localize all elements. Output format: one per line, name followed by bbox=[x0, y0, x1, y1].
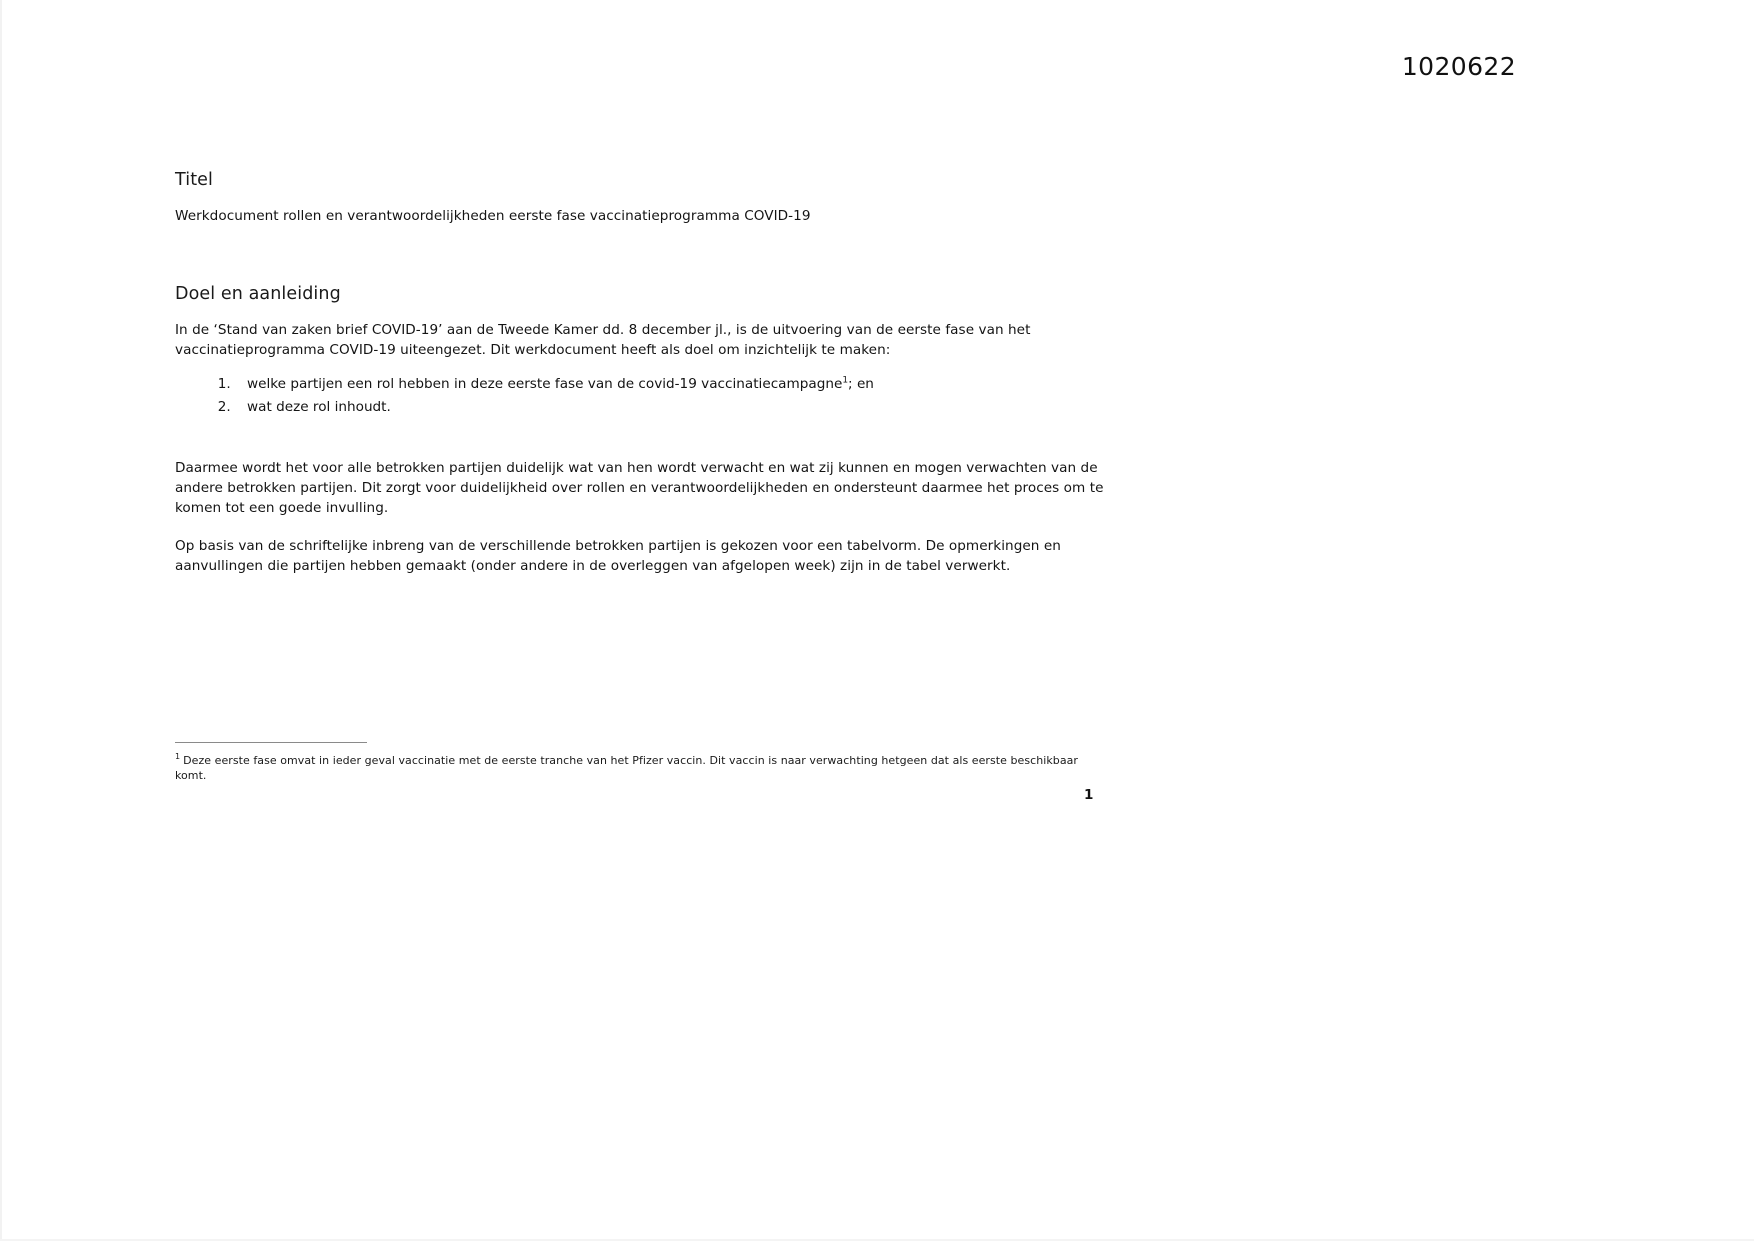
footnote-text: Deze eerste fase omvat in ieder geval vaccinatie met de eerste tranche van het Pfizer vaccin. Dit vaccin is naar verwachting hetgeen dat als eerste beschikbaar komt. bbox=[175, 754, 1078, 782]
footnote bbox=[175, 753, 1105, 783]
page-number: 1 bbox=[1084, 787, 1094, 803]
list-item bbox=[235, 397, 1105, 418]
list-item-text: welke partijen een rol hebben in deze eerste fase van de covid-19 vaccinatiecampagne bbox=[247, 376, 843, 392]
document-body bbox=[175, 170, 1105, 576]
intro-paragraph: In de ‘Stand van zaken brief COVID-19’ aan de Tweede Kamer dd. 8 december jl., is de uitvoering van de eerste fase van het vaccinatieprogramma COVID-19 uiteengezet. Dit werkdocument heeft als doel om inzichtelijk te maken: bbox=[175, 322, 1031, 358]
paragraph-op-basis: Op basis van de schriftelijke inbreng van de verschillende betrokken partijen is gekozen voor een tabelvorm. De opmerkingen en aanvullingen die partijen hebben gemaakt (onder andere in de overleggen van afgelopen week) zijn in de tabel verwerkt. bbox=[175, 538, 1061, 574]
list-item-text-tail: ; en bbox=[848, 376, 874, 392]
footnote-reference-marker: 1 bbox=[842, 375, 849, 386]
footnote-marker: 1 bbox=[175, 752, 181, 762]
numbered-list bbox=[175, 374, 1105, 418]
document-title-text: Werkdocument rollen en verantwoordelijkheden eerste fase vaccinatieprogramma COVID-19 bbox=[175, 208, 811, 224]
list-item-text: wat deze rol inhoudt. bbox=[247, 399, 391, 415]
list-item bbox=[235, 374, 1105, 395]
footnote-separator bbox=[175, 742, 367, 743]
scan-edge-left bbox=[0, 0, 2, 1241]
document-number: 1020622 bbox=[1401, 52, 1516, 81]
paragraph-daarmee: Daarmee wordt het voor alle betrokken partijen duidelijk wat van hen wordt verwacht en wat zij kunnen en mogen verwachten van de andere betrokken partijen. Dit zorgt voor duidelijkheid over rollen en verantwoordelijkheden en ondersteunt daarmee het proces om te komen tot een goede invulling. bbox=[175, 460, 1104, 516]
section-heading-titel: Titel bbox=[175, 170, 214, 190]
section-heading-doel-en-aanleiding: Doel en aanleiding bbox=[175, 284, 341, 304]
